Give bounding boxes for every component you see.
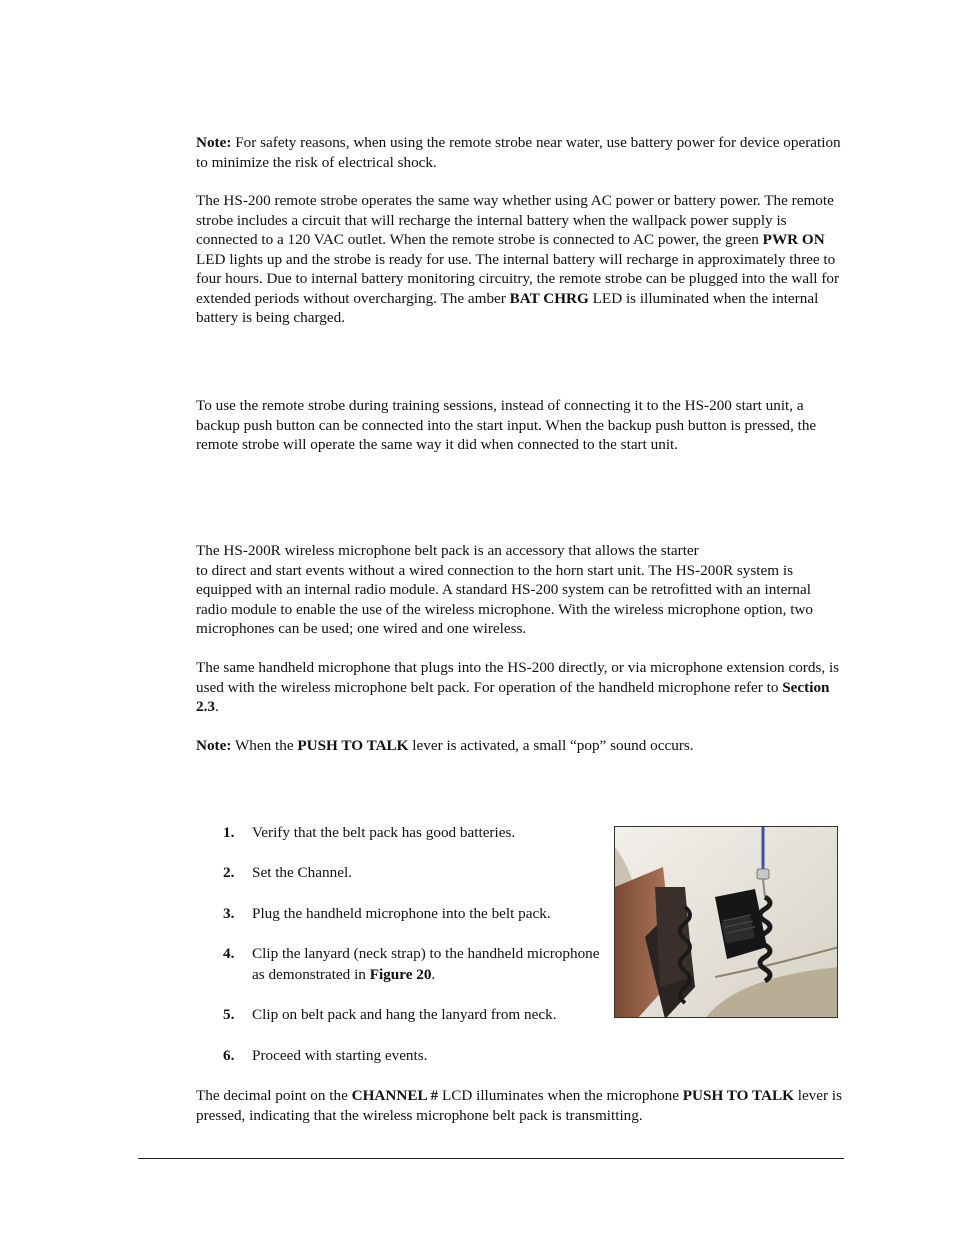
power-paragraph: The HS-200 remote strobe operates the same way whether using AC power or battery power. The remote strobe includes a circuit that will recharge the internal battery when the wallpack power supply is connected to a 120 VAC outlet. When the remote strobe is connected to AC power, the green PWR ON LED lights up and the strobe is ready for use. The internal battery will recharge in approximately three to four hours. Due to internal battery monitoring circuitry, the remote strobe can be plugged into the wall for extended periods without overcharging. The amber BAT CHRG LED is illuminated when the internal battery is being charged. xyxy=(196,192,840,326)
belt-pack-photo xyxy=(614,826,838,1018)
wireless-paragraph: The HS-200R wireless microphone belt pack is an accessory that allows the starter to direct and start events without a wired connection to the horn start unit. The HS-200R system is equipped with an internal radio module. A standard HS-200 system can be retrofitted with an internal radio module to enable the use of the wireless microphone. With the wireless microphone option, two microphones can be used; one wired and one wireless. xyxy=(196,542,814,637)
handheld-paragraph: The same handheld microphone that plugs into the HS-200 directly, or via microphone extension cords, is used with the wireless microphone belt pack. For operation of the handheld microphone refer to Section 2.3. xyxy=(196,659,840,715)
training-paragraph: To use the remote strobe during training sessions, instead of connecting it to the HS-200 start unit, a backup push button can be connected into the start input. When the backup push button is pressed, the remote strobe will operate the same way it did when connected to the start unit. xyxy=(196,397,817,453)
note-label: Note: xyxy=(196,737,232,754)
channel-paragraph: The decimal point on the CHANNEL # LCD illuminates when the microphone PUSH TO TALK lever is pressed, indicating that the wireless microphone belt pack is transmitting. xyxy=(196,1087,842,1124)
safety-note: Note: For safety reasons, when using the remote strobe near water, use battery power for device operation to minimize the risk of electrical shock. xyxy=(196,134,841,171)
belt-pack-microphone-image xyxy=(615,827,838,1018)
note-label: Note: xyxy=(196,134,232,151)
footer-divider xyxy=(138,1158,844,1159)
pop-note: Note: When the PUSH TO TALK lever is activated, a small “pop” sound occurs. xyxy=(196,737,694,754)
